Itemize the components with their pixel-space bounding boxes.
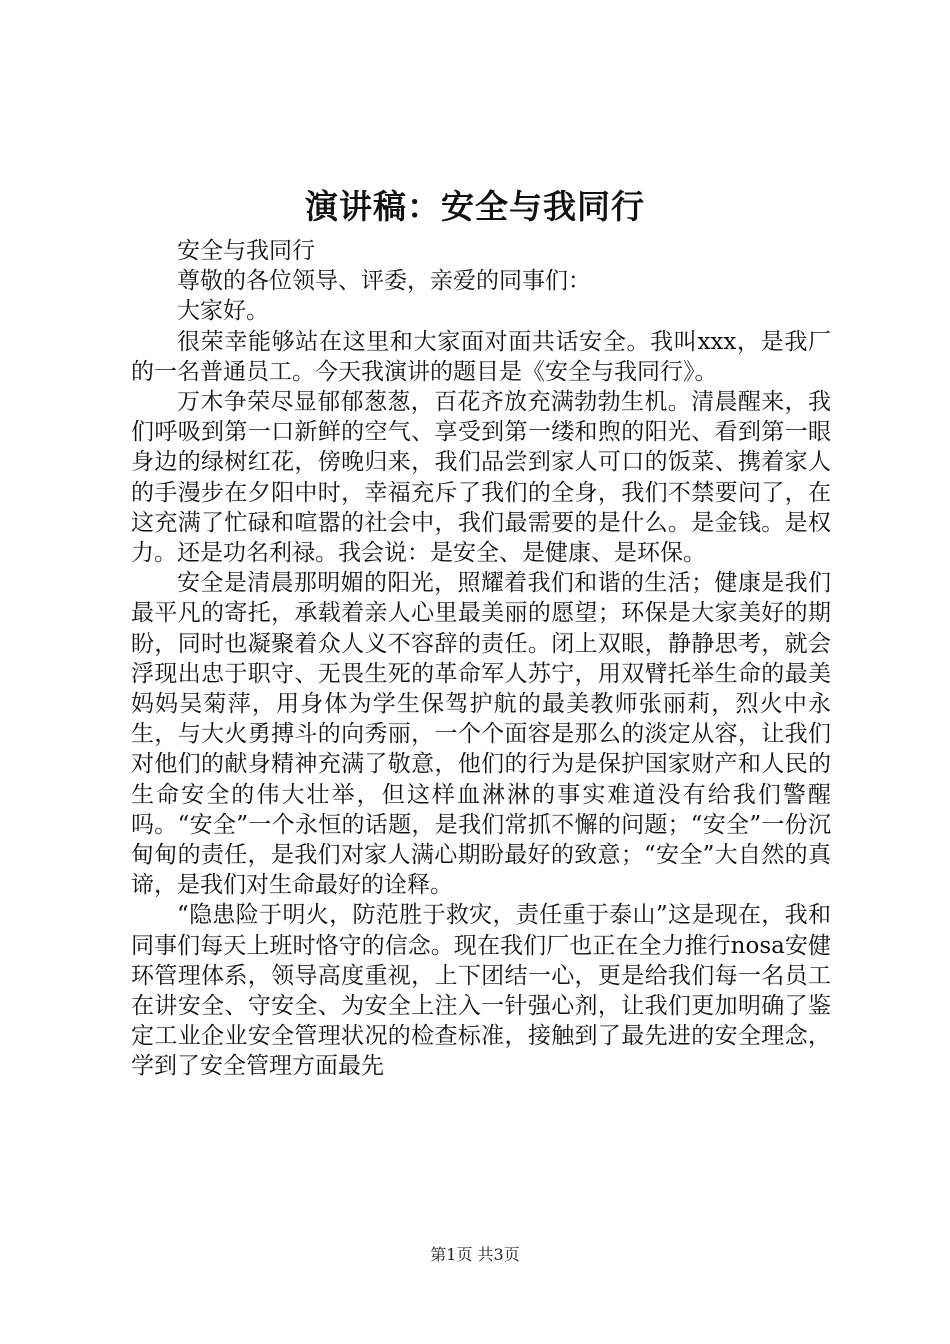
speech-subtitle: 安全与我同行 xyxy=(177,238,315,264)
paragraph: 万木争荣尽显郁郁葱葱，百花齐放充满勃勃生机。清晨醒来，我们呼吸到第一口新鲜的空气、享受到第一缕和煦的阳光、看到第一眼身边的绿树红花，傍晚归来，我们品尝到家人可口的饭菜、携着家人的手漫步在夕阳中时，幸福充斥了我们的全身，我们不禁要问了，在这充满了忙碌和喧嚣的社会中，我们最需要的是什么。是金钱。是权力。还是功名利禄。我会说：是安全、是健康、是环保。 xyxy=(131,389,831,567)
document-title: 演讲稿：安全与我同行 xyxy=(305,187,645,226)
greeting: 大家好。 xyxy=(177,298,269,325)
paragraph: 很荣幸能够站在这里和大家面对面共话安全。我叫xxx，是我厂的一名普通员工。今天我演讲的题目是《安全与我同行》。 xyxy=(131,328,831,385)
paragraph: 安全是清晨那明媚的阳光，照耀着我们和谐的生活；健康是我们最平凡的寄托，承载着亲人心里最美丽的愿望；环保是大家美好的期盼，同时也凝聚着众人义不容辞的责任。闭上双眼，静静思考，就会浮现出忠于职守、无畏生死的革命军人苏宁，用双臂托举生命的最美妈妈吴菊萍，用身体为学生保驾护航的最美教师张丽莉，烈火中永生，与大火勇搏斗的向秀丽，一个个面容是那么的淡定从容，让我们对他们的献身精神充满了敬意，他们的行为是保护国家财产和人民的生命安全的伟大壮举，但这样血淋淋的事实难道没有给我们警醒吗。“安全”一个永恒的话题，是我们常抓不懈的问题；“安全”一份沉甸甸的责任，是我们对家人满心期盼最好的致意；“安全”大自然的真谛，是我们对生命最好的诠释。 xyxy=(131,570,831,899)
page-footer: 第1页 共3页 xyxy=(430,1245,520,1264)
paragraph: “隐患险于明火，防范胜于救灾，责任重于泰山”这是现在，我和同事们每天上班时恪守的信念。现在我们厂也正在全力推行nosa安健环管理体系，领导高度重视，上下团结一心，更是给我们每一名员工在讲安全、守安全、为安全上注入一针强心剂，让我们更加明确了鉴定工业企业安全管理状况的检查标准，接触到了最先进的安全理念，学到了安全管理方面最先 xyxy=(131,902,831,1080)
document-body xyxy=(131,236,831,1082)
salutation: 尊敬的各位领导、评委，亲爱的同事们： xyxy=(177,268,591,295)
